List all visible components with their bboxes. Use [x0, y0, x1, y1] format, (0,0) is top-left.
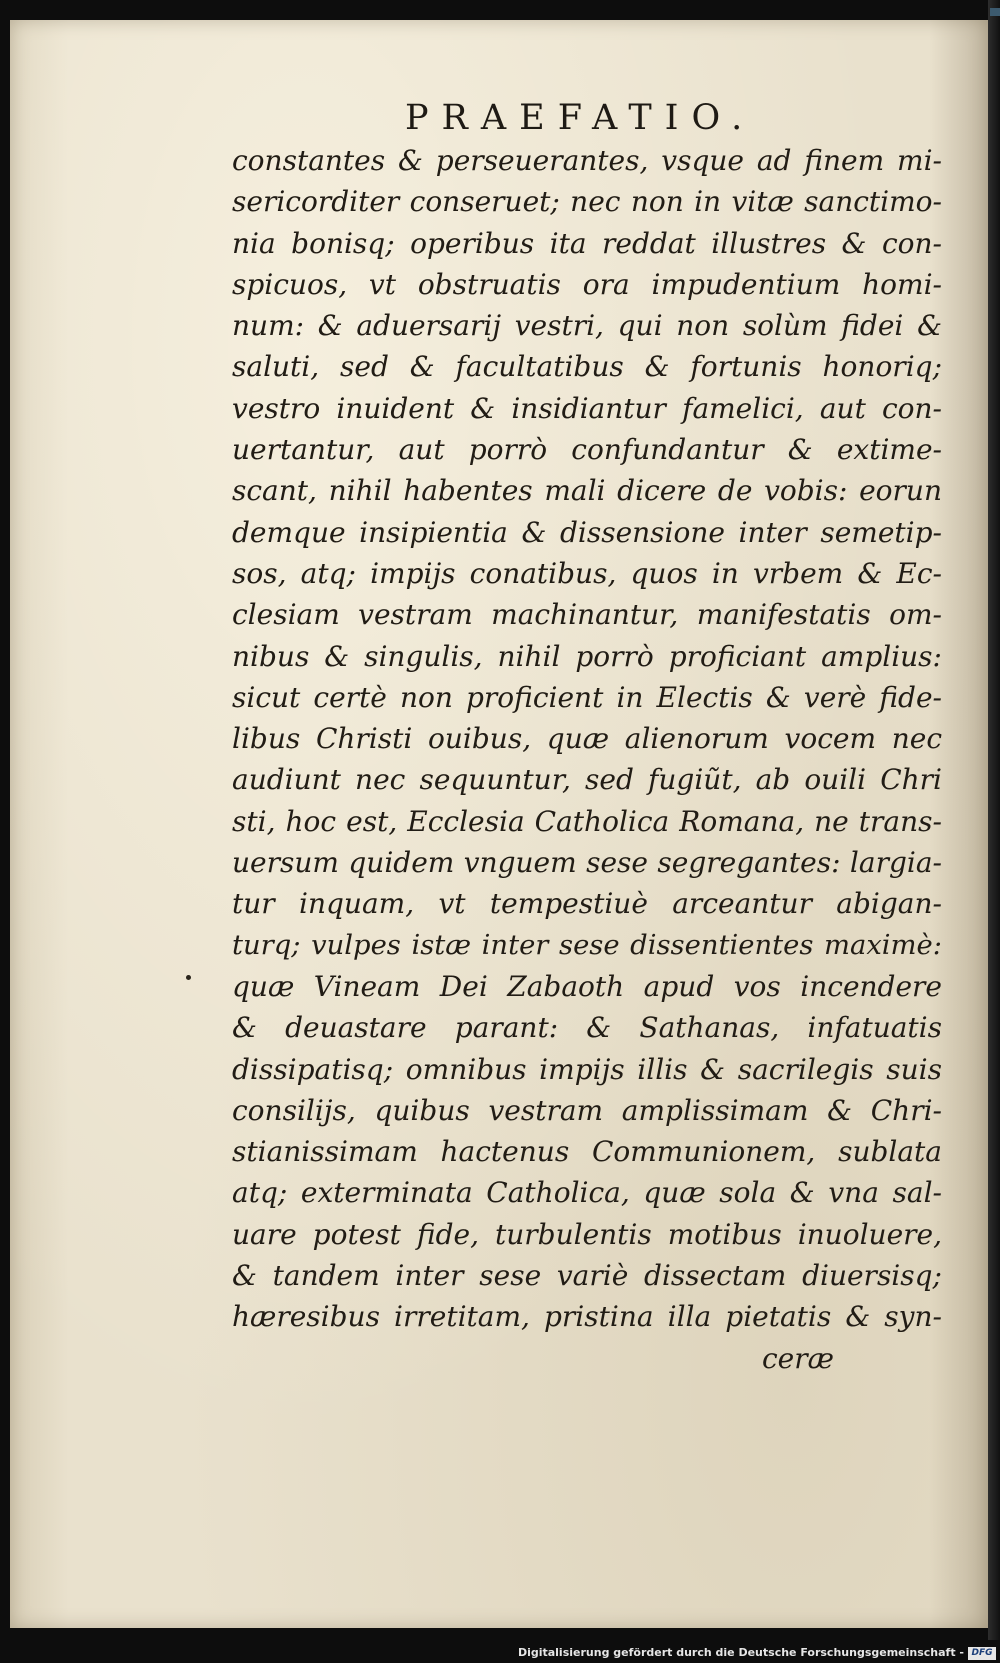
text-line: atq; exterminata Catholica, quæ sola & vna sal-: [232, 1176, 942, 1210]
catchword: ceræ: [762, 1341, 834, 1375]
text-line: scant, nihil habentes mali dicere de vobis: eorun: [232, 474, 942, 508]
text-line: spicuos, vt obstruatis ora impudentium homi-: [232, 267, 942, 301]
text-line: libus Christi ouibus, quæ alienorum vocem nec: [232, 722, 942, 756]
text-line: uersum quidem vnguem sese segregantes: largia-: [232, 846, 942, 880]
text-line: sti, hoc est, Ecclesia Catholica Romana, ne trans-: [232, 804, 942, 838]
spine-tab: [990, 8, 1000, 16]
text-line: saluti, sed & facultatibus & fortunis honoriq;: [232, 350, 942, 384]
text-line: vestro inuident & insidiantur famelici, aut con-: [232, 391, 942, 425]
text-line: hæresibus irretitam, pristina illa pietatis & syn-: [232, 1300, 942, 1334]
text-line: uare potest fide, turbulentis motibus inuoluere,: [232, 1217, 942, 1251]
text-line: & deuastare parant: & Sathanas, infatuatis: [232, 1011, 942, 1045]
running-head: PRAEFATIO.: [405, 98, 756, 138]
body-text: [232, 140, 942, 1379]
text-line: sicut certè non proficient in Electis & verè fide-: [232, 680, 942, 714]
text-line: audiunt nec sequuntur, sed fugiũt, ab ouili Chri: [232, 763, 942, 797]
digitization-credit: Digitalisierung gefördert durch die Deutsche Forschungsgemeinschaft -: [517, 1646, 964, 1659]
text-line: nia bonisq; operibus ita reddat illustres & con-: [232, 226, 942, 260]
text-line: num: & aduersarij vestri, qui non solùm fidei &: [232, 309, 942, 343]
text-line: clesiam vestram machinantur, manifestatis om-: [232, 598, 942, 632]
text-line: uertantur, aut porrò confundantur & extime-: [232, 433, 942, 467]
text-line: nibus & singulis, nihil porrò proficiant amplius:: [232, 639, 942, 673]
text-line: stianissimam hactenus Communionem, sublata: [232, 1135, 942, 1169]
text-line: sericorditer conseruet; nec non in vitæ sanctimo-: [232, 185, 942, 219]
text-line: & tandem inter sese variè dissectam diuersisq;: [232, 1259, 942, 1293]
ink-speck: [186, 975, 191, 980]
text-line: turq; vulpes istæ inter sese dissentientes maximè:: [232, 929, 942, 961]
text-line: sos, atq; impijs conatibus, quos in vrbem & Ec-: [232, 556, 942, 590]
text-line: demque insipientia & dissensione inter semetip-: [232, 515, 942, 549]
text-line: quæ Vineam Dei Zabaoth apud vos incendere: [232, 969, 942, 1003]
text-line: tur inquam, vt tempestiuè arceantur abigan-: [232, 887, 942, 921]
text-line: constantes & perseuerantes, vsque ad finem mi-: [232, 144, 942, 177]
text-line: consilijs, quibus vestram amplissimam & Chri-: [232, 1093, 942, 1127]
text-line: dissipatisq; omnibus impijs illis & sacrilegis suis: [232, 1052, 942, 1086]
dfg-logo-icon: DFG: [968, 1647, 996, 1660]
book-spine: [988, 0, 1000, 1640]
